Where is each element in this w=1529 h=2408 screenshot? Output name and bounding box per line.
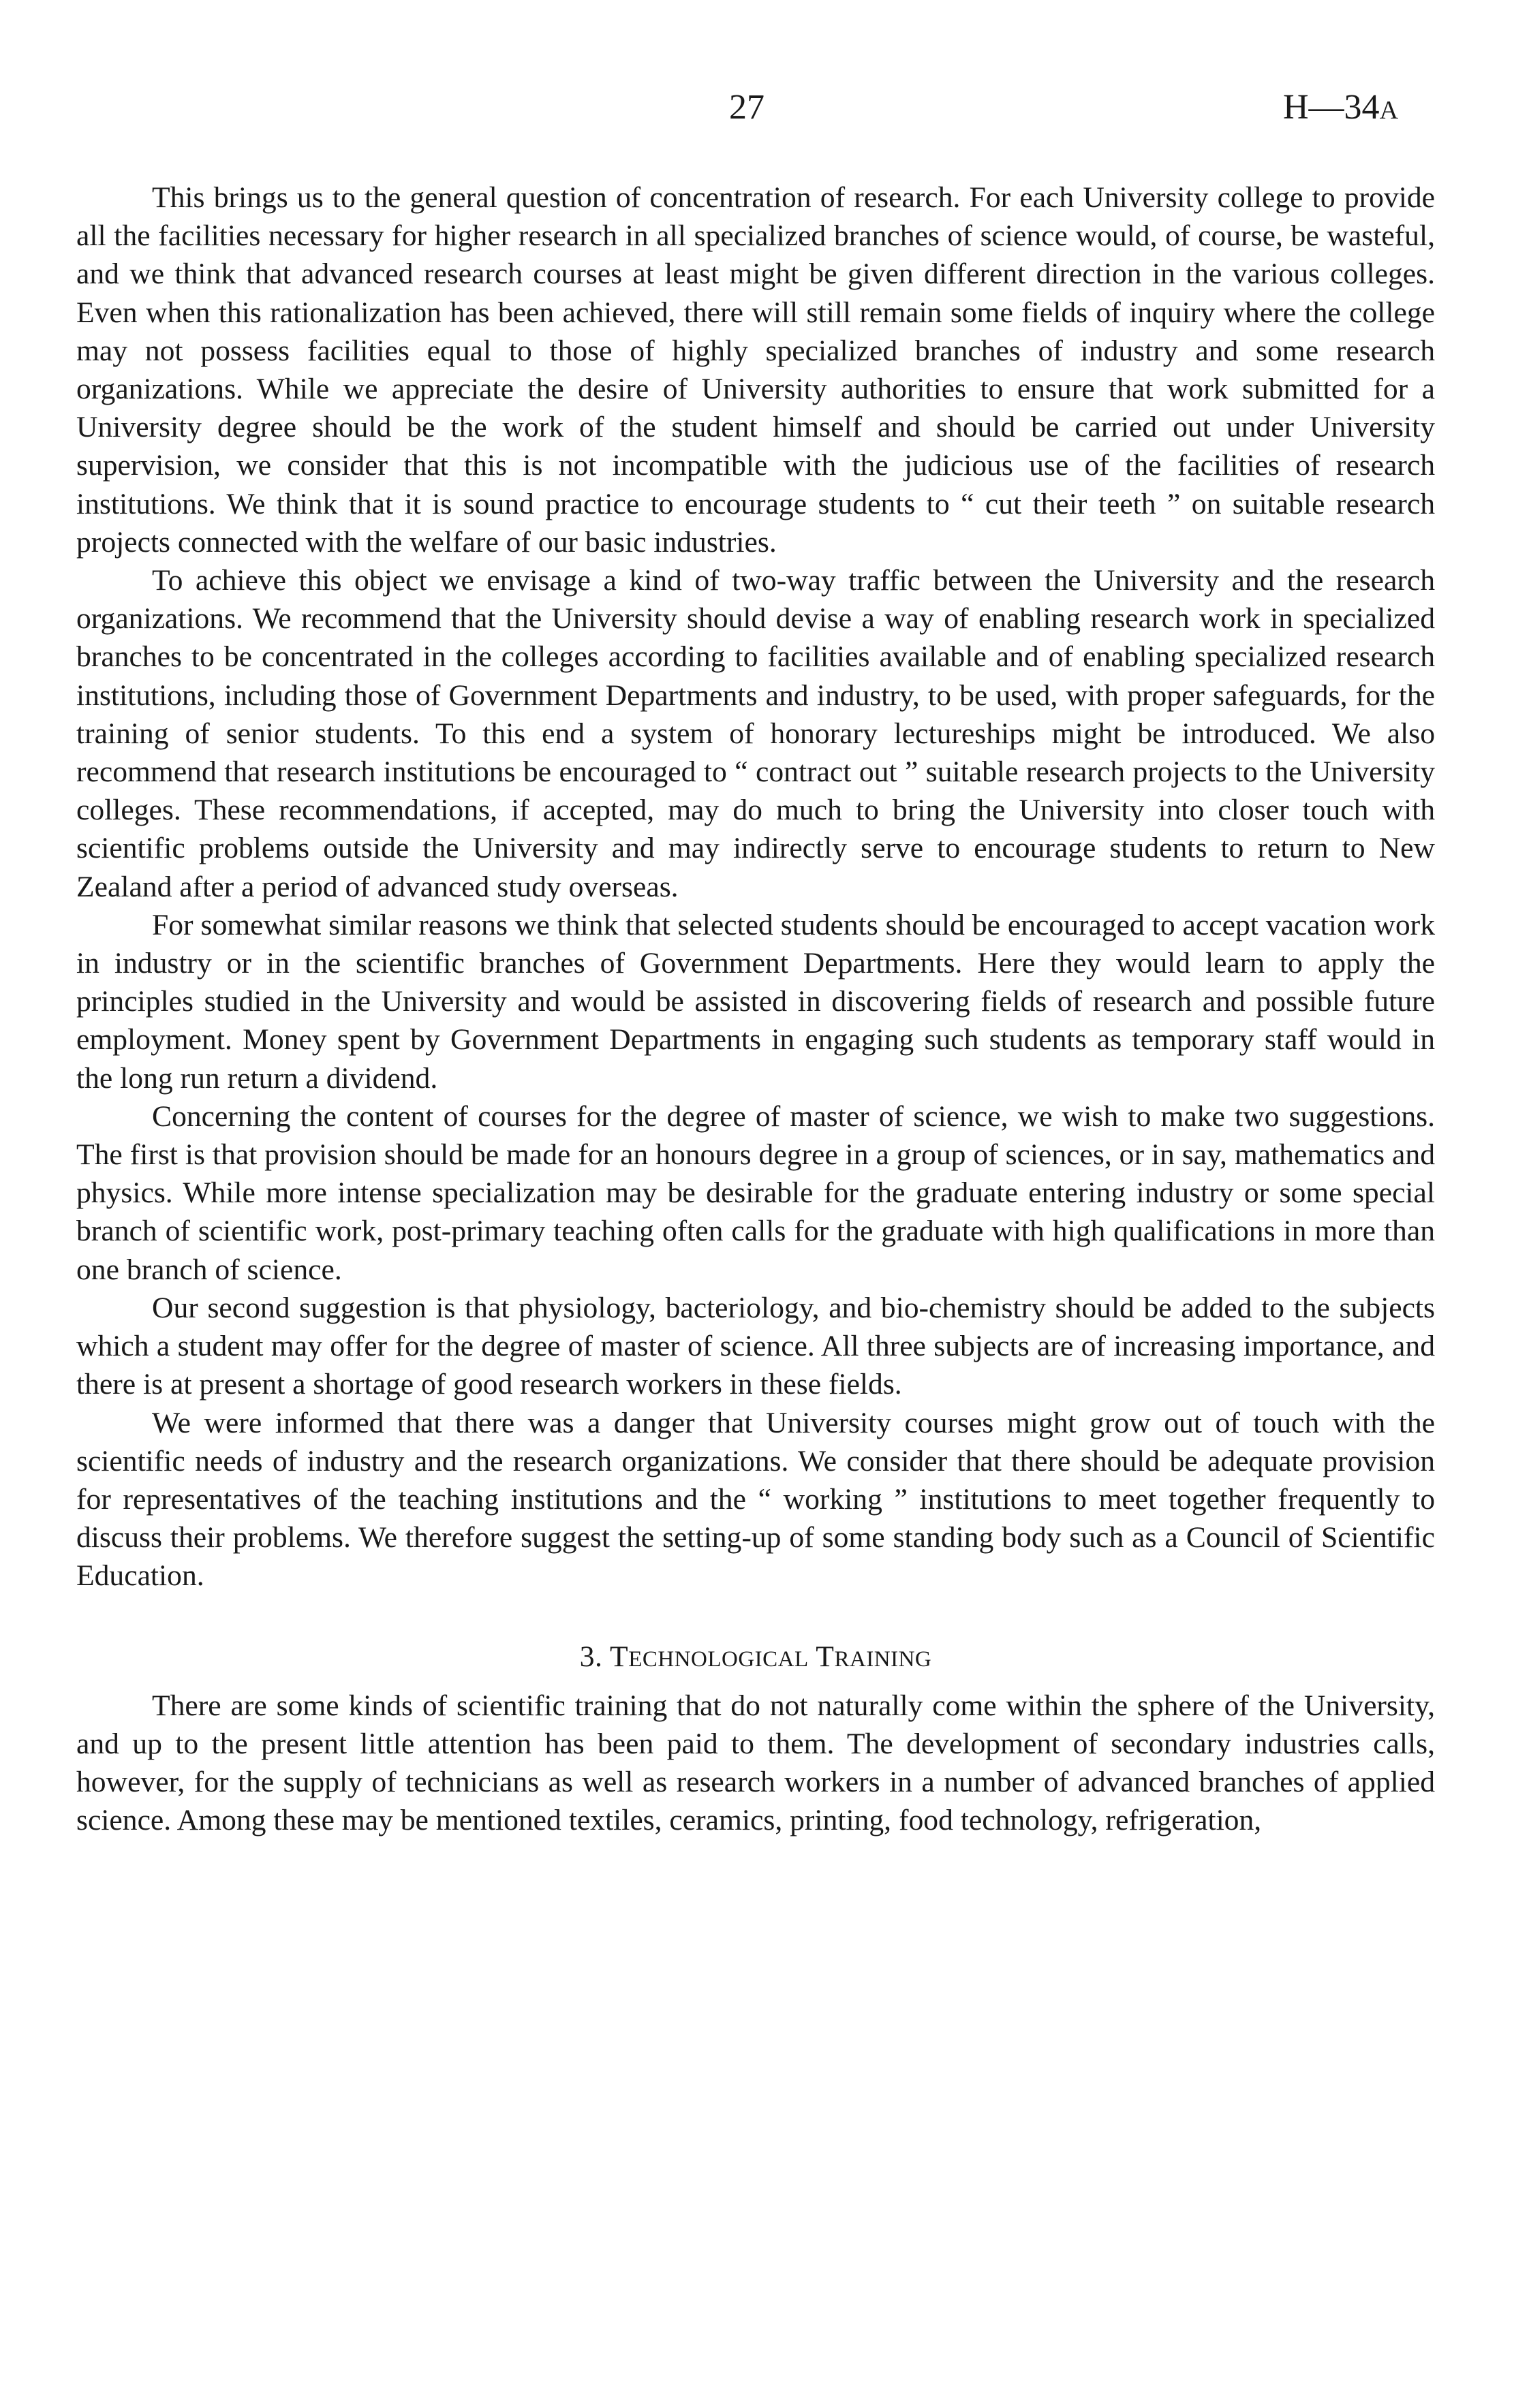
section-title-word-1-initial: T [610,1640,629,1673]
section-title-word-2-initial: T [816,1640,835,1673]
document-reference-suffix: A [1379,96,1399,125]
paragraph: For somewhat similar reasons we think that selected students should be encouraged to accept vacation work in industry or in the scientific branches of Government Departments. Here they would learn to apply the principles studied in the University and would be assisted in discovering fields of research and possible future employment. Money spent by Government Departments in engaging such students as temporary staff would in the long run return a dividend. [76,908,1435,1095]
paragraph: Concerning the content of courses for the degree of master of science, we wish to make two suggestions. The first is that provision should be made for an honours degree in a group of sciences, or in say, mathematics and physics. While more intense specialization may be desirable for the graduate entering industry or some special branch of scientific work, post-primary teaching often calls for the graduate with high qualifications in more than one branch of science. [76,1099,1435,1286]
section-heading [76,1638,1435,1678]
section-title-word-2-rest: RAINING [834,1646,932,1672]
body-text [76,178,1435,1840]
paragraph: We were informed that there was a danger that University courses might grow out of touch with the scientific needs of industry and the research organizations. We consider that there should be adequate provision for representatives of the teaching institutions and the “ working ” institutions to meet together frequently to discuss their problems. We therefore suggest the setting-up of some standing body such as a Council of Scientific Education. [76,1406,1435,1593]
page-number: 27 [729,88,764,127]
paragraph: This brings us to the general question of concentration of research. For each University college to provide all the facilities necessary for higher research in all specialized branches of science would, of course, be wasteful, and we think that advanced research courses at least might be given different direction in the various colleges. Even when this rationalization has been achieved, there will still remain some fields of inquiry where the college may not possess facilities equal to those of highly specialized branches of industry and some research organizations. While we appreciate the desire of University authorities to ensure that work submitted for a University degree should be the work of the student himself and should be carried out under University supervision, we consider that this is not incompatible with the judicious use of the facilities of research institutions. We think that it is sound practice to encourage students to “ cut their teeth ” on suitable research projects connected with the welfare of our basic industries. [76,181,1435,559]
section-number: 3. [579,1640,611,1673]
paragraph: Our second suggestion is that physiology, bacteriology, and bio-chemistry should be added to the subjects which a student may offer for the degree of master of science. All three subjects are of increasing importance, and there is at present a shortage of good research workers in these fields. [76,1291,1435,1401]
paragraph: To achieve this object we envisage a kind of two-way traffic between the University and the research organizations. We recommend that the University should devise a way of enabling research work in specialized branches to be concentrated in the colleges according to facilities available and of enabling specialized research institutions, including those of Government Departments and industry, to be used, with proper safeguards, for the training of senior students. To this end a system of honorary lectureships might be introduced. We also recommend that research institutions be encouraged to “ contract out ” suitable research projects to the University colleges. These recommendations, if accepted, may do much to bring the University into closer touch with scientific problems outside the University and may indirectly serve to encourage students to return to New Zealand after a period of advanced study overseas. [76,564,1435,903]
section-title-word-1-rest: ECHNOLOGICAL [628,1646,809,1672]
page-header [0,87,1529,142]
document-reference [1283,87,1398,127]
document-reference-prefix: H—34 [1283,88,1380,127]
paragraph: There are some kinds of scientific training that do not naturally come within the sphere of the University, and up to the present little attention has been paid to them. The development of secondary industries calls, however, for the supply of technicians as well as research workers in a number of advanced branches of applied science. Among these may be mentioned textiles, ceramics, printing, food technology, refrigeration, [76,1689,1435,1837]
